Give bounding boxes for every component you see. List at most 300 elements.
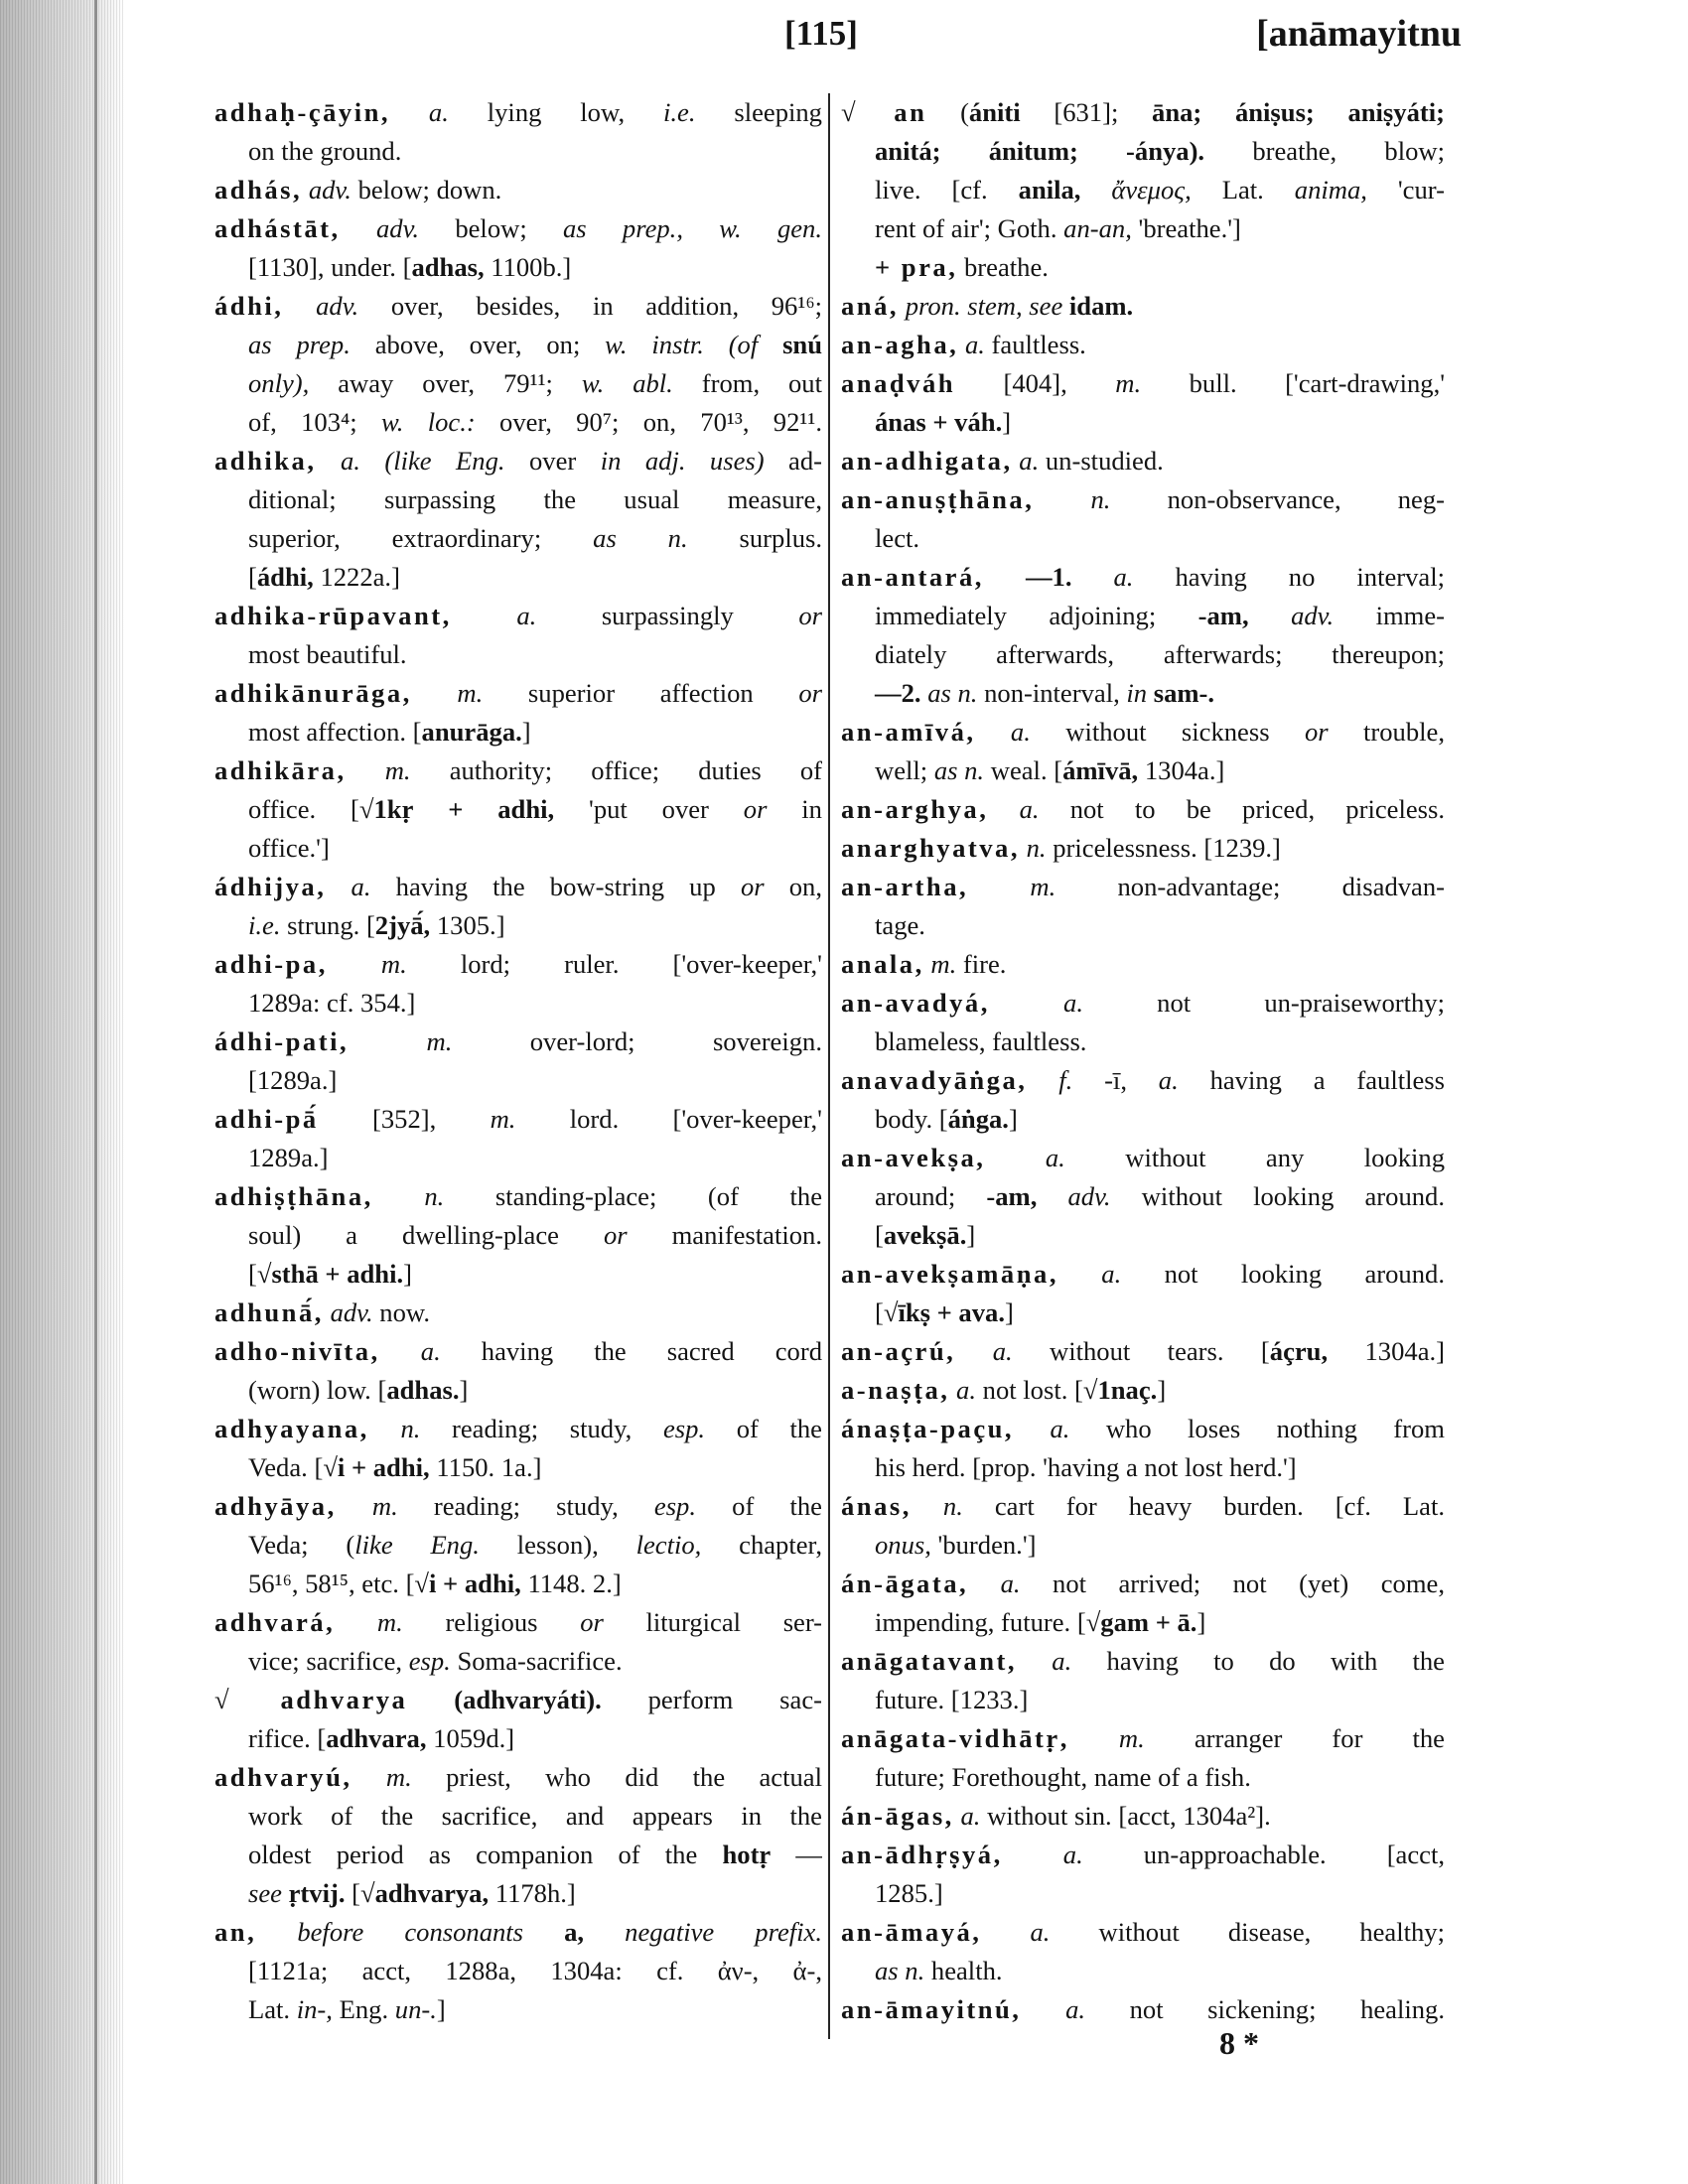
grammar-label: m. [1030,872,1056,901]
definition-text: office.'] [248,833,330,863]
grammar-label: m. [380,949,407,979]
cross-reference: ánas + váh. [875,407,1003,437]
definition-text: [ [352,1878,360,1908]
definition-text: trouble, [1363,717,1445,747]
definition-text: priest, who did the actual [446,1762,822,1792]
definition-text: 'cur- [1397,175,1445,205]
cross-reference: -am, [986,1181,1038,1211]
headword: an-agha, [841,330,959,359]
entry-line [841,1294,1445,1332]
grammar-label: see [248,1878,282,1908]
grammar-label: a. [340,446,360,476]
definition-text: below; [455,213,527,243]
grammar-label: a. [1101,1259,1122,1289]
entry-line [214,519,822,558]
grammar-label: a. [1000,1569,1021,1598]
grammar-label: adv. [375,213,420,243]
cross-reference: adhas. [386,1375,460,1405]
definition-text: blameless, faultless. [875,1026,1087,1056]
scanned-binding-edge [0,0,124,2184]
abbreviation: i.e. [662,97,696,127]
headword: aná, [841,291,900,321]
entry-line [214,1990,822,2029]
entry-line [841,713,1445,751]
definition-text: [ [875,1220,884,1250]
right-column [841,93,1445,2029]
headword: an-avadyá, [841,988,990,1018]
definition-text: not to be priced, priceless. [1069,794,1445,824]
entry-line [841,1061,1445,1100]
cross-reference: avekṣā. [883,1220,967,1250]
grammar-label: a. [1010,717,1031,747]
entry-line [214,1565,822,1603]
definition-text: having the sacred cord [481,1336,822,1366]
latin-gloss: onus, [875,1530,931,1560]
entry-line [214,1216,822,1255]
grammar-label: n. [400,1414,421,1443]
headword: + pra, [875,252,958,282]
definition-text: reading; study, [452,1414,633,1443]
grammar-label: m. [384,755,411,785]
cross-reference: adhvara, [326,1723,427,1753]
definition-text: [352], [372,1104,437,1134]
headword: a-naṣṭa, [841,1375,950,1405]
definition-text: not lost. [ [982,1375,1083,1405]
grammar-label: before consonants [297,1917,524,1947]
entry-line [214,1758,822,1797]
definition-text: authority; office; duties of [449,755,822,785]
definition-text: most beautiful. [248,639,407,669]
headword: an-avekṣa, [841,1143,986,1172]
cross-reference: √i + adhi, [323,1452,430,1482]
definition-text: weal. [ [990,755,1063,785]
grammar-label: as n. [593,523,688,553]
headword: adhás, [214,175,303,205]
cross-reference: áçru, [1269,1336,1329,1366]
definition-text: 1148. 2.] [527,1569,622,1598]
headword: an-anuṣṭhāna, [841,484,1035,514]
entry-line [214,248,822,287]
grammar-label: or [603,1220,628,1250]
entry-line [214,1177,822,1216]
grammar-label: negative prefix. [625,1917,822,1947]
headword: anarghyatva, [841,833,1020,863]
definition-text: ] [1002,407,1012,437]
entry-line [841,1913,1445,1952]
latin-gloss: anima, [1294,175,1367,205]
grammar-label: as n. [927,678,978,708]
definition-text: 1304a.] [1364,1336,1445,1366]
entry-line [841,1177,1445,1216]
entry-line [214,751,822,790]
grammar-label: a. [992,1336,1013,1366]
headword: an-āmayitnú, [841,1994,1022,2024]
definition-text: not arrived; not (yet) come, [1053,1569,1445,1598]
definition-text: diately afterwards, afterwards; thereupon; [875,639,1445,669]
headword: adhyāya, [214,1491,337,1521]
definition-text: Soma-sacrifice. [457,1646,623,1676]
entry-line [841,790,1445,829]
definition-text: his herd. [prop. 'having a not lost herd.'] [875,1452,1297,1482]
definition-text: 1100b.] [491,252,572,282]
definition-text: not un-praiseworthy; [1157,988,1445,1018]
grammar-label: m. [385,1762,412,1792]
grammar-label: or [798,678,822,708]
grammar-label: a. [1052,1646,1072,1676]
definition-text: having a faultless [1209,1065,1445,1095]
headword: an, [214,1917,257,1947]
cross-reference: adhas, [411,252,485,282]
latin-gloss: lectio, [635,1530,702,1560]
entry-line [214,171,822,209]
entry-line [841,1448,1445,1487]
definition-text: surpassingly [601,601,734,630]
grammar-label: n. [1026,833,1047,863]
entry-line [214,1681,822,1719]
verb-form: (adhvaryáti). [454,1685,602,1714]
grammar-label: a. [1045,1143,1065,1172]
entry-line [841,751,1445,790]
entry-line [841,868,1445,906]
entry-line [841,1758,1445,1797]
entry-line [841,1874,1445,1913]
cross-reference: ámīvā, [1062,755,1139,785]
entry-line [214,364,822,403]
cross-reference: -am, [1197,601,1249,630]
entry-line [841,403,1445,442]
definition-text: having no interval; [1175,562,1445,592]
entry-line [841,1836,1445,1874]
definition-text: health. [930,1956,1003,1985]
grammar-label: m. [371,1491,398,1521]
definition-text: ] [1008,1104,1018,1134]
entry-line [214,1332,822,1371]
grammar-label: n. [424,1181,445,1211]
headword: an-avekṣamāṇa, [841,1259,1058,1289]
entry-line [841,209,1445,248]
definition-text: superior, extraordinary; [248,523,542,553]
definition-text: 1289a.] [248,1143,329,1172]
cross-reference: √sthā + adhi. [256,1259,404,1289]
gothic-cognate: an-an, [1063,213,1132,243]
headword: an-āmayá, [841,1917,982,1947]
definition-text: chapter, [739,1530,822,1560]
definition-text: without sin. [acct, 1304a²]. [987,1801,1271,1831]
definition-text: (worn) low. [ [248,1375,387,1405]
grammar-label: w. instr. (of [605,330,759,359]
entry-line [214,790,822,829]
entry-line [841,906,1445,945]
headword: ánas, [841,1491,912,1521]
definition-text: without tears. [ [1050,1336,1270,1366]
entry-line [214,984,822,1023]
grammar-label: w. loc.: [380,407,476,437]
entry-line [214,635,822,674]
entry-line [214,829,822,868]
definition-text: ] [1196,1607,1206,1637]
definition-text: un-approachable. [acct, [1143,1840,1445,1869]
headword: adhi-pā́ [214,1104,319,1134]
definition-text: lesson), [516,1530,599,1560]
signature-mark: 8 * [1219,2025,1259,2061]
definition-text: [ [248,562,257,592]
definition-text: having to do with the [1106,1646,1445,1676]
definition-text: 56¹⁶, 58¹⁵, etc. [ [248,1569,415,1598]
definition-text: 1305.] [436,910,505,940]
cross-reference: sam-. [1153,678,1215,708]
cross-reference: idam. [1068,291,1134,321]
grammar-label: adv. [1291,601,1335,630]
cross-reference: áṅga. [947,1104,1009,1134]
headword: an-antará, [841,562,984,592]
grammar-label: as n. [875,1956,925,1985]
definition-text: [ [248,1259,257,1289]
grammar-label: adv. [330,1297,373,1327]
definition-text: religious [445,1607,538,1637]
entry-line [841,1371,1445,1410]
entry-line [214,1448,822,1487]
grammar-label: a. [420,1336,441,1366]
definition-text: rifice. [ [248,1723,327,1753]
entry-line [841,326,1445,364]
definition-text: of the [736,1414,822,1443]
entry-line [841,1952,1445,1990]
definition-text: lect. [875,523,920,553]
definition-text: of the [732,1491,822,1521]
definition-text: [ [875,1297,884,1327]
grammar-label: a. [428,97,449,127]
definition-text: office. [ [248,794,359,824]
grammar-label: a. [1050,1414,1070,1443]
entry-line [841,1642,1445,1681]
entry-line [214,906,822,945]
definition-text: future. [1233.] [875,1685,1029,1714]
definition-text: ad- [788,446,822,476]
definition-text: over [529,446,577,476]
entry-line [214,558,822,597]
grammar-label: adv. [1067,1181,1111,1211]
definition-text: without any looking [1125,1143,1445,1172]
definition-text: perform sac- [647,1685,822,1714]
definition-text: Veda; ( [248,1530,355,1560]
entry-line [214,1061,822,1100]
definition-text: 1222a.] [320,562,400,592]
entry-line [841,1990,1445,2029]
cross-reference: √īkṣ + ava. [883,1297,1005,1327]
headword: adhikāra, [214,755,347,785]
definition-text: who loses nothing from [1105,1414,1445,1443]
definition-text: breathe, blow; [1252,136,1445,166]
grammar-label: a. [351,872,371,901]
definition-text: Eng. [339,1994,389,2024]
entry-line [214,1874,822,1913]
entry-line [214,1913,822,1952]
entry-line [841,1023,1445,1061]
grammar-label: a. [1030,1917,1051,1947]
definition-text: ] [966,1220,976,1250]
headword: ádhi, [214,291,284,321]
headword: adhvaryú, [214,1762,352,1792]
headword: an-amīvá, [841,717,976,747]
definition-text: [1130], under. [ [248,252,412,282]
headword: an-adhigata, [841,446,1013,476]
cross-reference: √i + adhi, [414,1569,521,1598]
definition-text: 'breathe.'] [1138,213,1241,243]
grammar-label: a. [1019,794,1040,824]
definition-text: ] [1004,1297,1014,1327]
entry-line [214,1255,822,1294]
grammar-label: f. [1058,1065,1073,1095]
abbreviation: esp. [408,1646,451,1676]
grammar-label: m. [376,1607,403,1637]
cross-reference: √1kṛ + adhi, [358,794,555,824]
headword: anavadyāṅga, [841,1065,1028,1095]
entry-line [841,1139,1445,1177]
entry-line [214,597,822,635]
cross-reference: 2jyā́, [374,910,431,940]
entry-line [841,635,1445,674]
grammar-label: a. [1063,988,1083,1018]
entry-line [841,1565,1445,1603]
definition-text: over-lord; sovereign. [529,1026,822,1056]
grammar-label: pron. stem, see [905,291,1063,321]
definition-text: on, [788,872,822,901]
cross-reference: √adhvarya, [360,1878,490,1908]
definition-text: below; down. [357,175,502,205]
definition-text: ] [1157,1375,1167,1405]
definition-text: of, 103⁴; [248,407,357,437]
entry-line [841,442,1445,480]
verb-form: ániti [968,97,1021,127]
definition-text: [404], [1003,368,1067,398]
headword: adhikānurāga, [214,678,412,708]
cross-reference: ádhi, [256,562,314,592]
definition-text: [631]; [1054,97,1119,127]
entry-line [214,1719,822,1758]
headword: anala, [841,949,924,979]
definition-text: lord; ruler. ['over-keeper,' [460,949,822,979]
left-column [214,93,822,2029]
verb-form: āna; ániṣus; aniṣyáti; [1152,97,1445,127]
headword: √ adhvarya [214,1685,408,1714]
grammar-label: a. [960,1801,981,1831]
grammar-label: m. [1118,1723,1145,1753]
headword: adhaḥ-çāyin, [214,97,391,127]
definition-text: over, 90⁷; on, 70¹³, 92¹¹. [499,407,822,437]
definition-text: around; [875,1181,956,1211]
grammar-label: (like Eng. [384,446,505,476]
definition-text: immediately adjoining; [875,601,1157,630]
grammar-label: a. [956,1375,976,1405]
grammar-label: a. [964,330,985,359]
headword: anāgatavant, [841,1646,1018,1676]
cross-reference: snú [782,330,822,359]
entry-line [841,480,1445,519]
definition-text: future; Forethought, name of a fish. [875,1762,1251,1792]
abbreviation: i.e. [248,910,281,940]
entry-line [214,1642,822,1681]
cross-reference: √1naç. [1082,1375,1158,1405]
grammar-label: a. [1113,562,1134,592]
definition-text: ( [960,97,969,127]
cross-reference: hotṛ [722,1840,772,1869]
grammar-label: m. [1115,368,1142,398]
grammar-label: w. abl. [581,368,673,398]
entry-line [214,674,822,713]
entry-line [214,1410,822,1448]
grammar-label: only), [248,368,310,398]
grammar-label: m. [490,1104,516,1134]
grammar-label: as prep. [248,330,351,359]
definition-text: live. [cf. [875,175,988,205]
headword: an-açrú, [841,1336,956,1366]
definition-text: 1150. 1a.] [436,1452,542,1482]
latin-gloss: un-. [394,1994,437,2024]
definition-text: arranger for the [1194,1723,1445,1753]
definition-text: fire. [962,949,1007,979]
grammar-label: or [740,872,765,901]
entry-line [841,984,1445,1023]
grammar-label: or [743,794,768,824]
headword: ánaṣṭa-paçu, [841,1414,1015,1443]
entry-line [841,1719,1445,1758]
definition-text: non-interval, [984,678,1120,708]
cross-reference: anurāga. [421,717,522,747]
definition-text: bull. ['cart-drawing,' [1189,368,1445,398]
entry-line [841,1603,1445,1642]
entry-line [841,248,1445,287]
definition-text: 1304a.] [1144,755,1225,785]
definition-text: oldest period as companion of the [248,1840,698,1869]
entry-line [214,480,822,519]
definition-text: having the bow-string up [395,872,716,901]
definition-text: surplus. [739,523,822,553]
headword: adhiṣṭhāna, [214,1181,373,1211]
entry-line [214,403,822,442]
headword: an-arghya, [841,794,989,824]
grammar-label: or [580,1607,604,1637]
latin-gloss: in-, [296,1994,333,2024]
entry-line [214,1371,822,1410]
definition-text: without sickness [1065,717,1270,747]
definition-text: body. [ [875,1104,948,1134]
definition-text: without looking around. [1141,1181,1445,1211]
grammar-label: in [1126,678,1148,708]
entry-line [214,1797,822,1836]
entry-line [214,713,822,751]
definition-text: ] [459,1375,469,1405]
entry-line [841,1487,1445,1526]
definition-text: non-observance, neg- [1167,484,1445,514]
grammar-label: m. [457,678,484,708]
entry-line [841,1216,1445,1255]
entry-line [841,93,1445,132]
headword: an-ādhṛṣyá, [841,1840,1003,1869]
definition-text: now. [379,1297,431,1327]
entry-line [214,1952,822,1990]
grammar-label: n. [1090,484,1111,514]
grammar-label: as n. [933,755,985,785]
headword: an-artha, [841,872,969,901]
definition-text: cart for heavy burden. [cf. Lat. [994,1491,1445,1521]
grammar-label: n. [942,1491,963,1521]
headword: adhika, [214,446,317,476]
abbreviation: esp. [662,1414,706,1443]
entry-line [214,1487,822,1526]
definition-text: strung. [ [287,910,375,940]
grammar-label: a. [516,601,537,630]
entry-line [214,326,822,364]
